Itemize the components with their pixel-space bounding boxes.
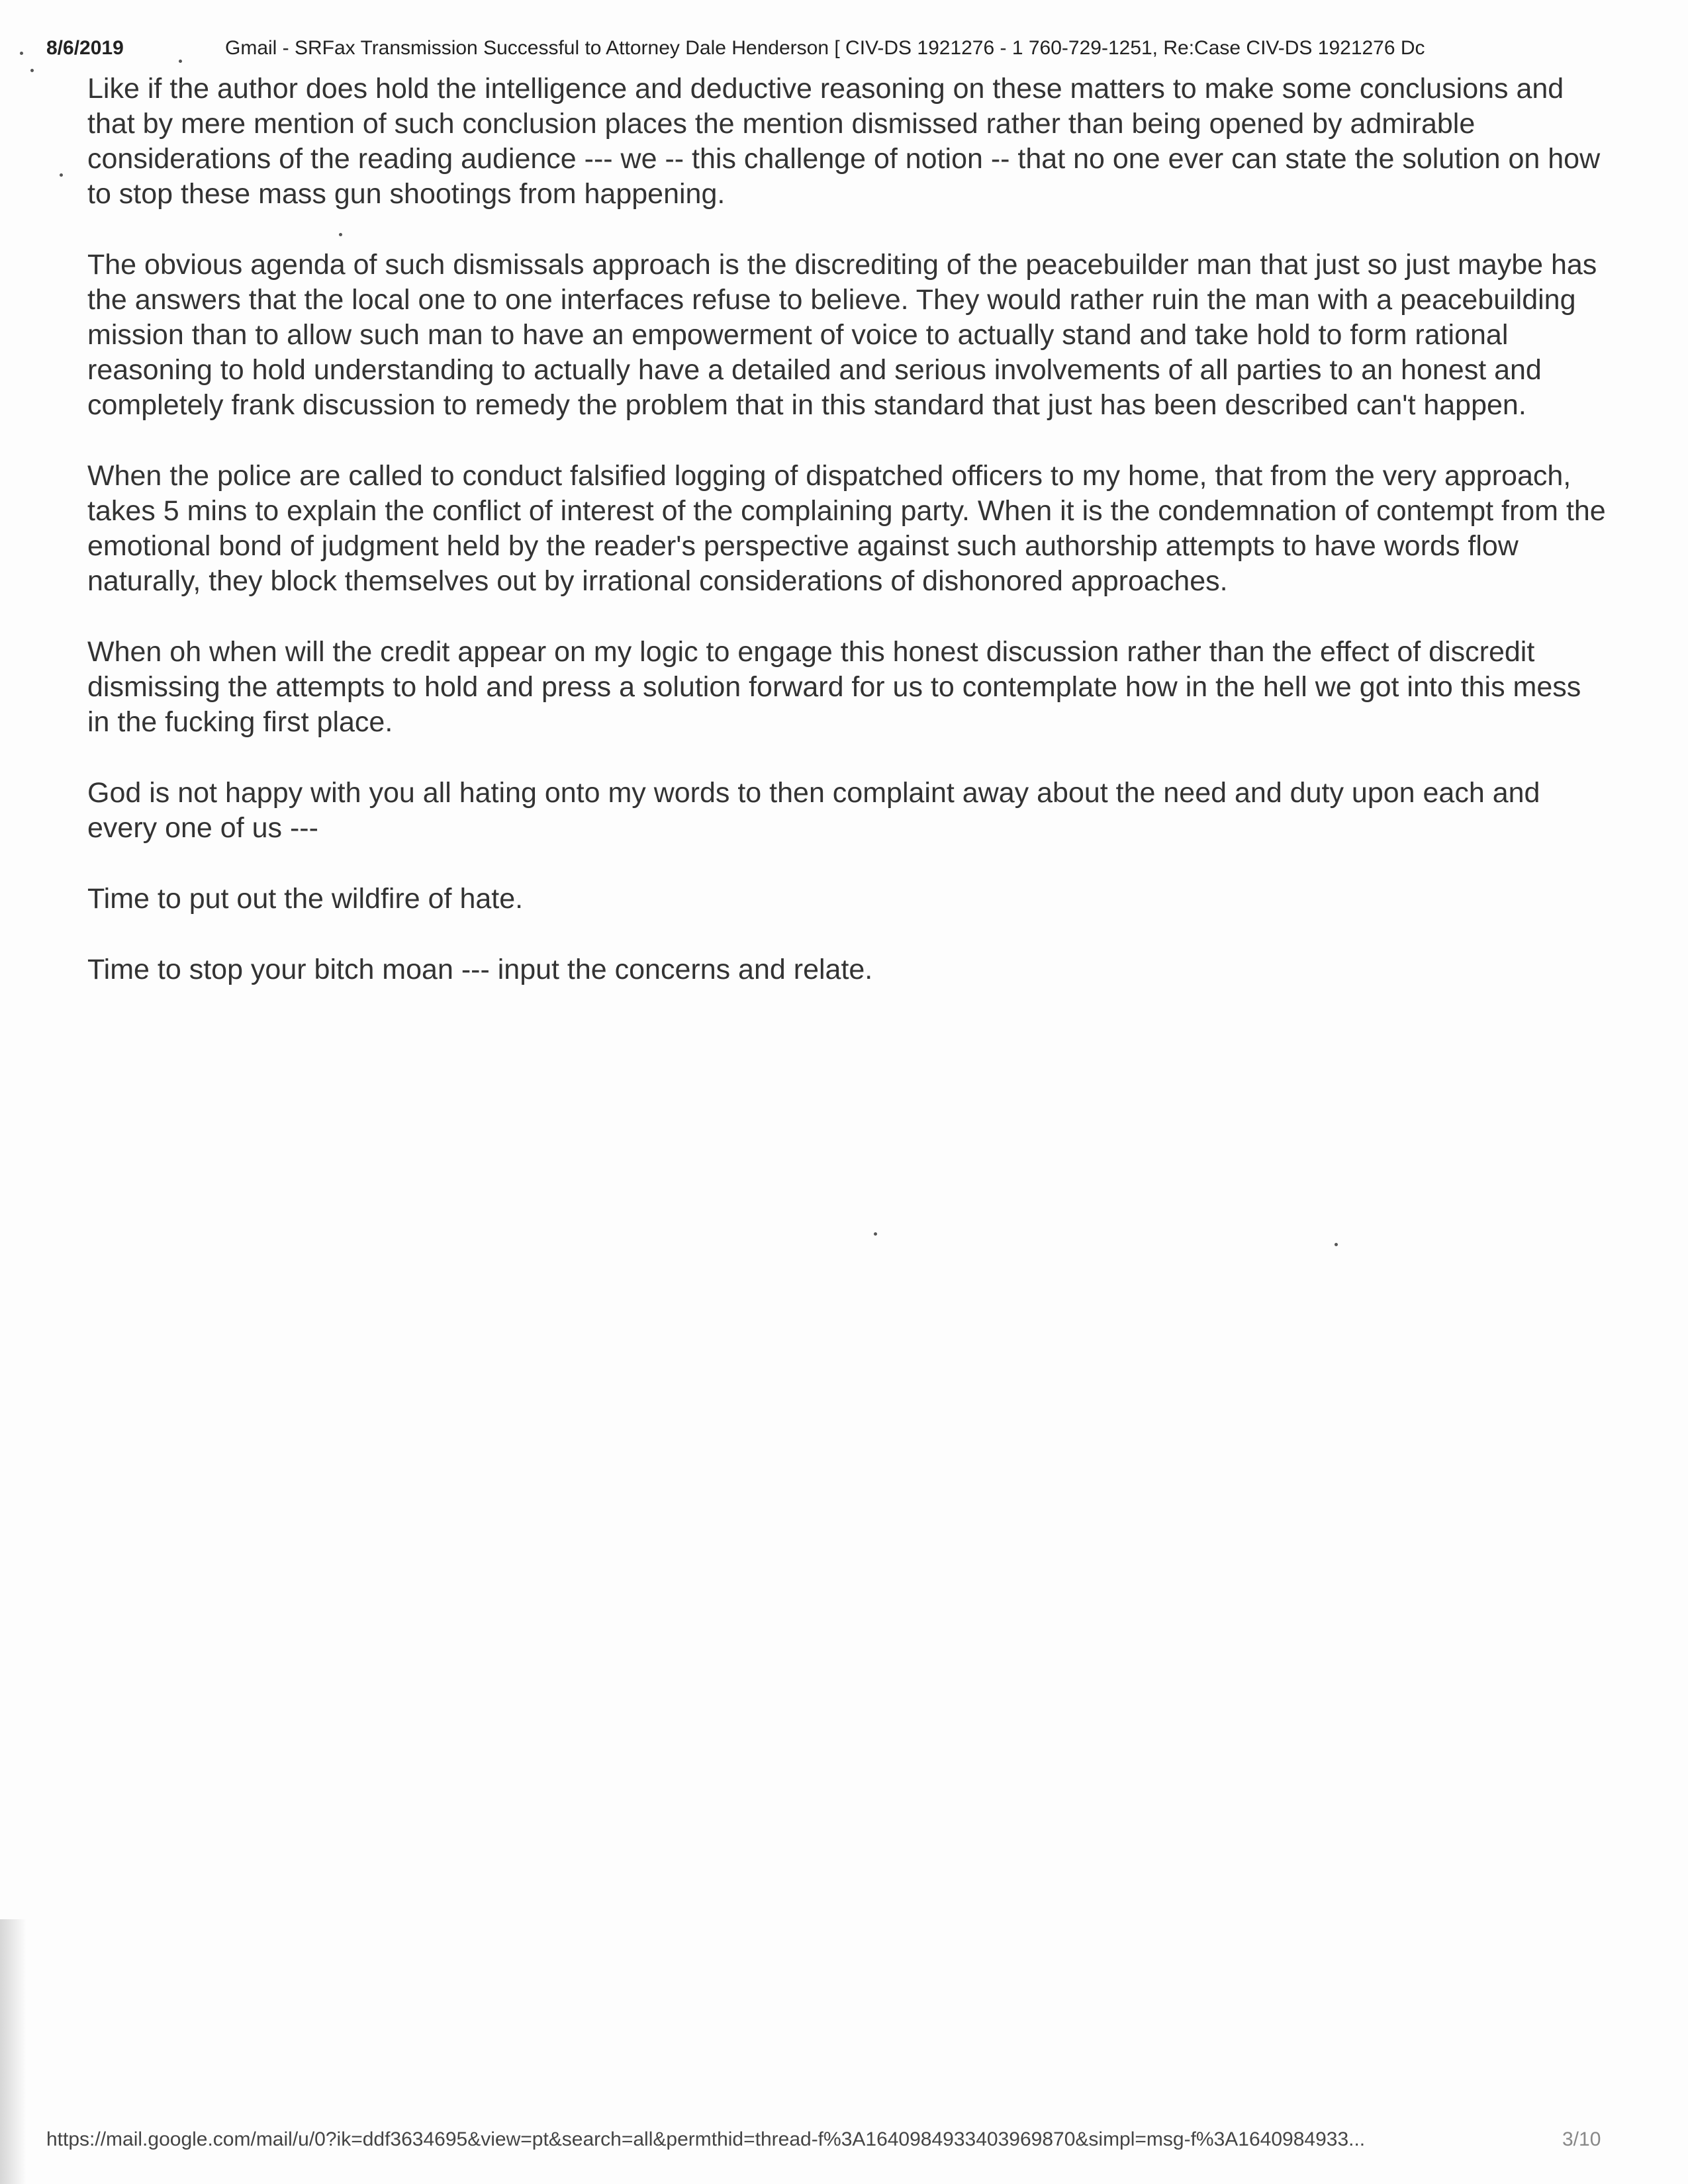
- print-footer: [46, 2124, 1635, 2158]
- scan-speck: [874, 1232, 877, 1236]
- print-date: 8/6/2019: [46, 37, 124, 59]
- paragraph: When oh when will the credit appear on my logic to engage this honest discussion rather than the effect of discredit dismissing the attempts to hold and press a solution forward for us to contemplate how in the hell we got into this mess in the fucking first place.: [87, 636, 1581, 738]
- page-url: https://mail.google.com/mail/u/0?ik=ddf3634695&view=pt&search=all&permthid=thread-f%3A1640984933403969870&simpl=msg-f%3A1640984933...: [46, 2128, 1366, 2150]
- scan-speck: [30, 69, 34, 72]
- scan-speck: [20, 52, 23, 55]
- paragraph: Like if the author does hold the intelligence and deductive reasoning on these matters to make some conclusions and that by mere mention of such conclusion places the mention dismissed rather than being opened by admirable considerations of the reading audience --- we -- this challenge of notion -- that no one ever can state the solution on how to stop these mass gun shootings from happening.: [87, 73, 1601, 210]
- page-number: 3/10: [1562, 2128, 1601, 2150]
- paragraph: Time to put out the wildfire of hate.: [87, 883, 524, 915]
- paragraph: The obvious agenda of such dismissals approach is the discrediting of the peacebuilder man that just so just maybe has the answers that the local one to one interfaces refuse to believe. They would rather ruin the man with a peacebuilding mission than to allow such man to have an empowerment of voice to actually stand and take hold to form rational reasoning to hold understanding to actually have a detailed and serious involvements of all parties to an honest and completely frank discussion to remedy the problem that in this standard that just has been described can't happen.: [87, 249, 1597, 421]
- scan-speck: [60, 173, 63, 177]
- email-subject: Gmail - SRFax Transmission Successful to Attorney Dale Henderson [ CIV-DS 1921276 - 1 760-729-1251, Re:Case CIV-DS 1921276 Dc: [225, 37, 1425, 59]
- scan-edge-shadow: [0, 1919, 26, 2184]
- paragraph: When the police are called to conduct falsified logging of dispatched officers to my home, that from the very approach, takes 5 mins to explain the conflict of interest of the complaining party. When it is the condemnation of contempt from the emotional bond of judgment held by the reader's perspective against such authorship attempts to have words flow naturally, they block themselves out by irrational considerations of dishonored approaches.: [87, 460, 1606, 597]
- paragraph: God is not happy with you all hating onto my words to then complaint away about the need and duty upon each and every one of us ---: [87, 777, 1540, 844]
- print-header: [46, 33, 1635, 66]
- scan-speck: [1335, 1243, 1338, 1246]
- email-body: [87, 71, 1610, 1023]
- paragraph: Time to stop your bitch moan --- input the concerns and relate.: [87, 954, 873, 985]
